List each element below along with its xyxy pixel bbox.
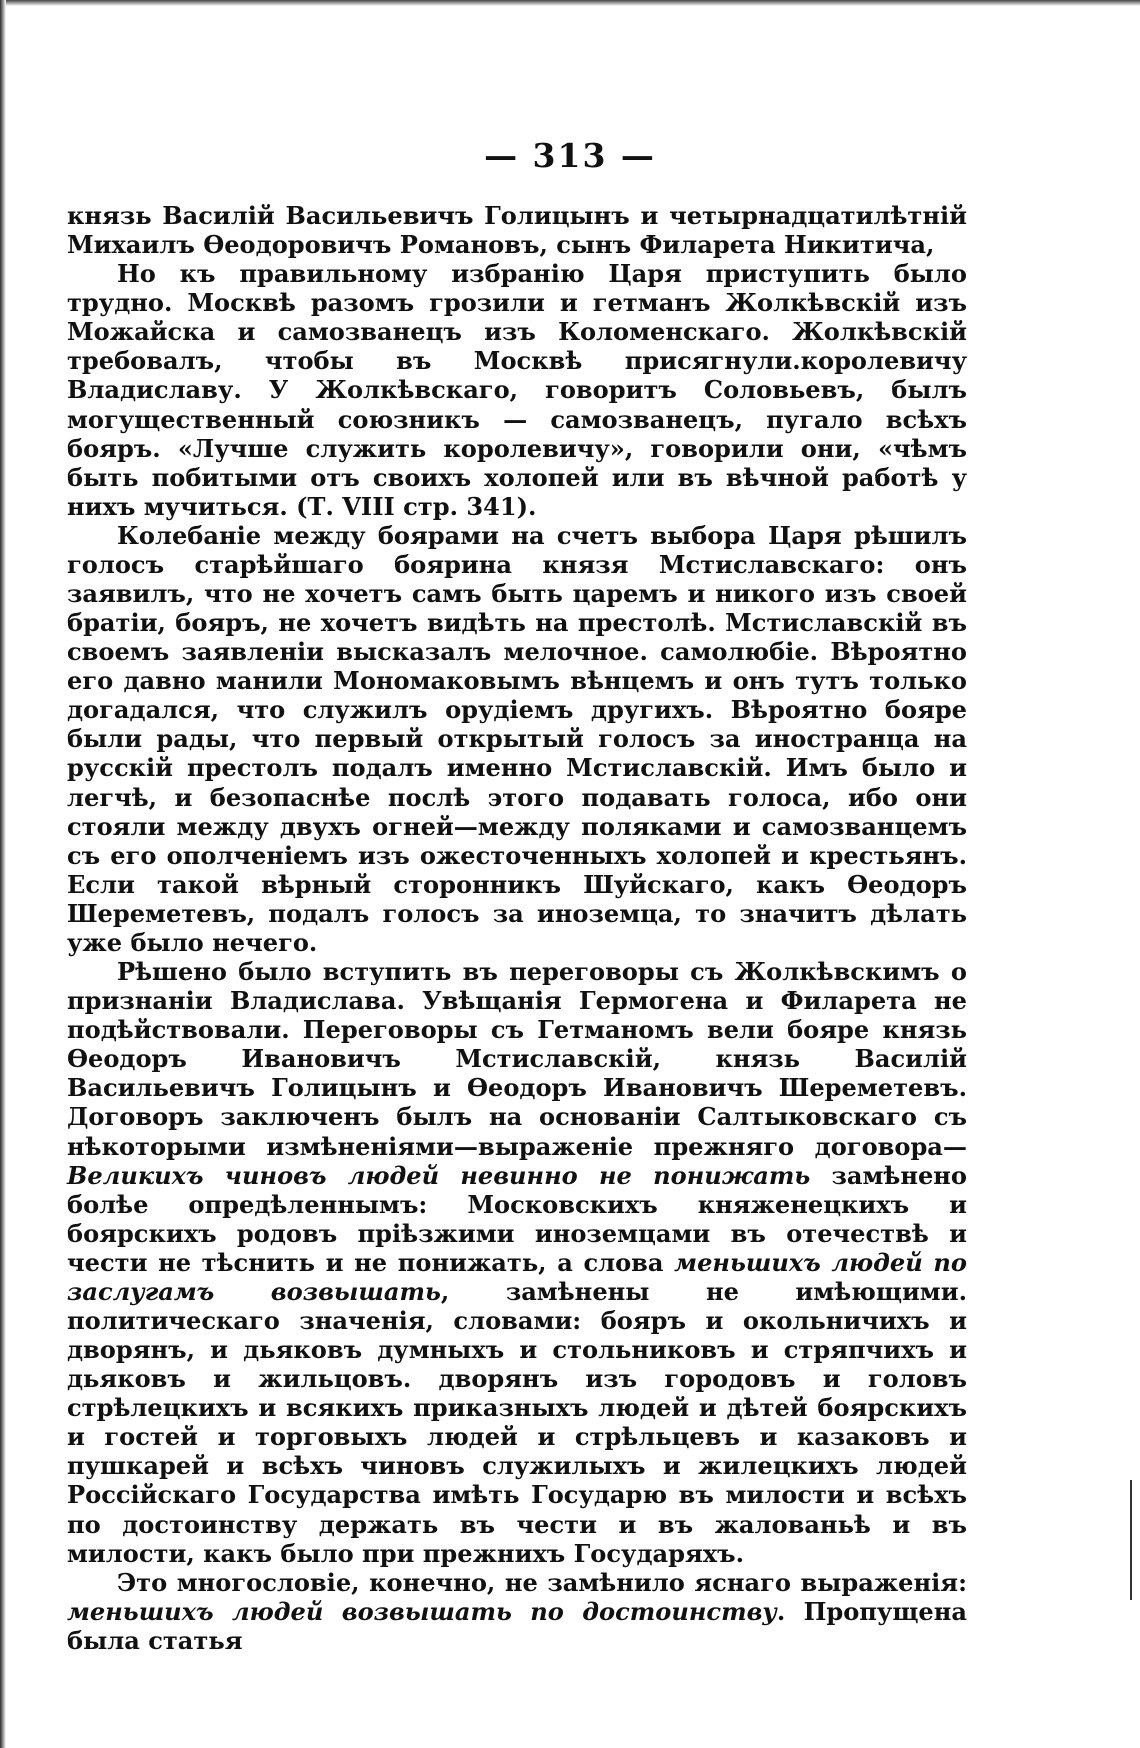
scan-edge-top: [0, 0, 1140, 6]
paragraph-negotiations: [67, 957, 967, 1568]
paragraph-mstislavsky: Колебанiе между боярами на счетъ выбора Царя рѣшилъ голосъ старѣйшаго боярина князя Мстиславскаго: онъ заявилъ, что не хочетъ самъ быть царемъ и никого изъ своей братiи, бояръ, не хочетъ видѣть на престолѣ. Мстиславскiй въ своемъ заявленiи высказалъ мелочное. самолюбiе. Вѣроятно его давно манили Мономаковымъ вѣнцемъ и онъ тутъ только догадался, что служилъ орудiемъ другихъ. Вѣроятно бояре были рады, что первый открытый голосъ за иностранца на русскiй престолъ подалъ именно Мстиславскiй. Имъ было и легчѣ, и безопаснѣе послѣ этого подавать голоса, ибо они стояли между двухъ огней—между поляками и самозванцемъ съ его ополченiемъ изъ ожесточенныхъ холопей и крестьянъ. Если такой вѣрный сторонникъ Шуйскаго, какъ Ѳеодоръ Шереметевъ, подалъ голосъ за иноземца, то значитъ дѣлать уже было нечего.: [67, 520, 967, 957]
paragraph-verbosity: [67, 1568, 967, 1655]
paragraph-election: Но къ правильному избранiю Царя приступить было трудно. Москвѣ разомъ грозили и гетманъ Жолкѣвскiй изъ Можайска и самозванецъ изъ Коломенскаго. Жолкѣвскiй требовалъ, чтобы въ Москвѣ присягнули.королевичу Владиславу. У Жолкѣвскаго, говоритъ Соловьевъ, былъ могущественный союзникъ — самозванецъ, пугало всѣхъ бояръ. «Лучше служить королевичу», говорили они, «чѣмъ быть побитыми отъ своихъ холопей или въ вѣчной работѣ у нихъ мучиться. (Т. VIII стр. 341).: [67, 259, 967, 521]
scan-edge-left: [0, 0, 6, 1748]
scan-edge-right: [1130, 1480, 1132, 1600]
paragraph-negotiations-text-3: , замѣнены не имѣющими. политическаго значенiя, словами: бояръ и окольничихъ и дворянъ, и дьяковъ думныхъ и стольниковъ и стряпчихъ и дьяковъ и жильцовъ. дворянъ изъ городовъ и головъ стрѣлецкихъ и всякихъ приказныхъ людей и дѣтей боярскихъ и гостей и торговыхъ людей и стрѣльцевъ и казаковъ и пушкарей и всѣхъ чиновъ служилыхъ и жилецкихъ людей Россiйскаго Государства имѣть Государю въ милости и всѣхъ по достоинству держать въ чести и въ жалованьѣ и въ милости, какъ было при прежнихъ Государяхъ.: [67, 1276, 967, 1568]
paragraph-verbosity-text-2: . Пропущена была статья: [67, 1596, 968, 1655]
paragraph-verbosity-emphasis: меньшихъ людей возвышать по достоинству: [67, 1596, 777, 1626]
page-number: — 313 —: [484, 136, 656, 175]
paragraph-negotiations-emphasis-2: меньшихъ людей по заслугамъ возвышать: [67, 1247, 967, 1306]
paragraph-continuation: князь Василiй Васильевичъ Голицынъ и четырнадцатилѣтнiй Михаилъ Ѳеодоровичъ Романовъ, сынъ Филарета Никитича,: [67, 201, 967, 260]
paragraph-verbosity-text-1: Это многословiе, конечно, не замѣнило яснаго выраженiя:: [117, 1567, 967, 1597]
body-text: [67, 201, 967, 1655]
paragraph-negotiations-text-1: Рѣшено было вступить въ переговоры съ Жолкѣвскимъ о признанiи Владислава. Увѣщанiя Гермогена и Филарета не подѣйствовали. Переговоры съ Гетманомъ вели бояре князь Ѳеодоръ Ивановичъ Мстиславскiй, князь Василiй Васильевичъ Голицынъ и Ѳеодоръ Ивановичъ Шереметевъ. Договоръ заключенъ былъ на основанiи Салтыковскаго съ нѣкоторыми измѣненiями—выраженiе прежняго договора—: [67, 957, 967, 1161]
paragraph-negotiations-emphasis-1: Великихъ чиновъ людей невинно не понижать: [67, 1160, 811, 1190]
paragraph-negotiations-text-2: замѣнено болѣе опредѣленнымъ: Московскихъ княженецкихъ и боярскихъ родовъ прiѣзжими иноземцами въ отечествѣ и чести не тѣснить и не понижать, а слова: [67, 1160, 967, 1277]
